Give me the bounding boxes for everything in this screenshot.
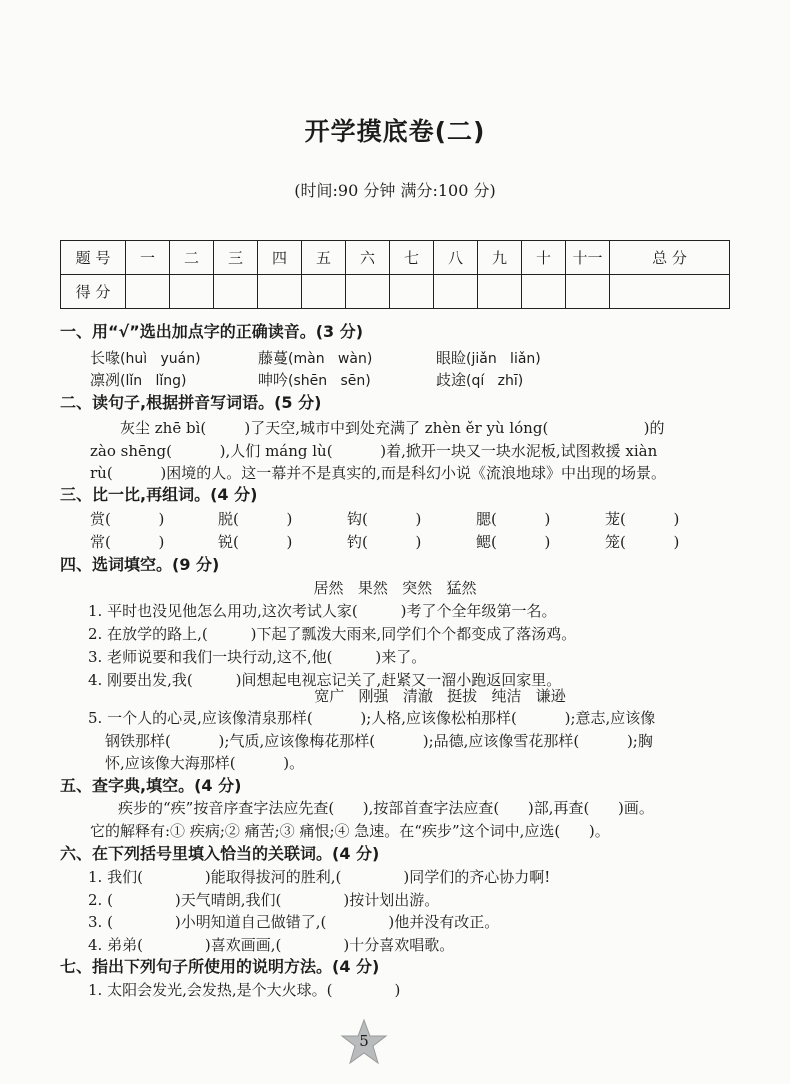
q1-pinyin-options[interactable]: (huì yuán) [120,351,201,367]
q1-word: 呻吟 [258,371,289,389]
score-row-label: 得 分 [61,275,126,309]
q4-item: 5. 一个人的心灵,应该像清泉那样( );人格,应该像松柏那样( );意志,应该像 [88,709,656,727]
q3-item [347,509,421,529]
q3-blank[interactable]: ( ) [105,510,165,528]
q3-blank[interactable]: ( ) [105,533,165,551]
q4-heading: 四、选词填空。(9 分) [60,555,220,574]
score-table [60,240,730,309]
q1-item [436,370,523,391]
q3-item [218,532,292,552]
score-cell[interactable] [170,275,214,309]
table-header-cell: 七 [390,241,434,275]
page-title: 开学摸底卷(二) [304,117,486,146]
q1-pinyin-options[interactable]: (lǐn lǐng) [120,373,187,389]
q1-pinyin-options[interactable]: (jiǎn liǎn) [466,351,541,367]
score-cell[interactable] [126,275,170,309]
q6-item: 1. 我们( )能取得拔河的胜利,( )同学们的齐心协力啊! [88,868,551,886]
q3-item [476,532,550,552]
score-cell[interactable] [302,275,346,309]
q3-item [476,509,550,529]
score-cell[interactable] [346,275,390,309]
table-header-cell: 九 [478,241,522,275]
score-cell[interactable] [610,275,730,309]
q2-line: zào shēng( ),人们 máng lù( )着,掀开一块又一块水泥板,试图救援 xiàn [90,442,658,460]
q1-item [90,370,186,391]
q2-heading: 二、读句子,根据拼音写词语。(5 分) [60,393,322,412]
q6-item: 4. 弟弟( )喜欢画画,( )十分喜欢唱歌。 [88,936,455,954]
q7-item: 1. 太阳会发光,会发热,是个大火球。( ) [88,981,401,999]
q4-item: 怀,应该像大海那样( )。 [105,754,305,772]
q3-char: 锐 [218,533,234,551]
q4-word-bank-2: 宽广 刚强 清澈 挺拔 纯洁 谦逊 [314,687,566,705]
q1-item [258,348,372,369]
q1-pinyin-options[interactable]: (qí zhī) [466,373,524,389]
q3-item [605,509,679,529]
score-cell[interactable] [522,275,566,309]
q1-item [436,348,541,369]
q3-char: 腮 [476,510,492,528]
q2-line: rù( )困境的人。这一幕并不是真实的,而是科幻小说《流浪地球》中出现的场景。 [90,464,666,482]
exam-info: (时间:90 分钟 满分:100 分) [294,181,496,200]
q3-char: 鳃 [476,533,492,551]
score-cell[interactable] [214,275,258,309]
score-cell[interactable] [566,275,610,309]
score-cell[interactable] [478,275,522,309]
table-header-cell: 二 [170,241,214,275]
q3-heading: 三、比一比,再组词。(4 分) [60,485,258,504]
q3-item [605,532,679,552]
q5-line: 它的解释有:① 疾病;② 痛苦;③ 痛恨;④ 急速。在“疾步”这个词中,应选( )。 [90,822,610,840]
q3-char: 钩 [347,510,363,528]
table-header-cell: 六 [346,241,390,275]
q3-blank[interactable]: ( ) [620,510,680,528]
q1-pinyin-options[interactable]: (màn wàn) [288,351,373,367]
table-header-row [61,241,730,275]
q3-blank[interactable]: ( ) [620,533,680,551]
q4-item: 3. 老师说要和我们一块行动,这不,他( )来了。 [88,648,427,666]
q1-heading: 一、用“√”选出加点字的正确读音。(3 分) [60,322,364,341]
q3-char: 常 [90,533,106,551]
table-header-cell: 三 [214,241,258,275]
q3-blank[interactable]: ( ) [233,510,293,528]
q3-item [90,532,164,552]
q3-blank[interactable]: ( ) [491,533,551,551]
q3-char: 笼 [605,533,621,551]
q5-line: 疾步的“疾”按音序查字法应先查( ),按部首查字法应查( )部,再查( )画。 [118,799,654,817]
q1-item [258,370,371,391]
q4-item: 钢铁那样( );气质,应该像梅花那样( );品德,应该像雪花那样( );胸 [105,732,653,750]
table-header-cell: 总 分 [610,241,730,275]
q4-word-bank-1: 居然 果然 突然 猛然 [313,579,477,597]
q1-word: 眼睑 [436,349,467,367]
table-header-cell: 一 [126,241,170,275]
page-number-star [340,1018,388,1066]
q2-line: 灰尘 zhē bì( )了天空,城市中到处充满了 zhèn ěr yù lóng( )的 [120,419,665,437]
table-header-cell: 八 [434,241,478,275]
q1-item [90,348,201,369]
table-header-cell: 四 [258,241,302,275]
q3-blank[interactable]: ( ) [233,533,293,551]
q4-item: 4. 刚要出发,我( )间想起电视忘记关了,赶紧又一溜小跑返回家里。 [88,671,562,689]
table-header-cell: 题 号 [61,241,126,275]
q3-char: 钓 [347,533,363,551]
score-cell[interactable] [258,275,302,309]
q6-item: 2. ( )天气晴朗,我们( )按计划出游。 [88,891,440,909]
q3-blank[interactable]: ( ) [362,510,422,528]
score-cell[interactable] [434,275,478,309]
q1-word: 藤蔓 [258,349,289,367]
q5-heading: 五、查字典,填空。(4 分) [60,776,242,795]
q6-item: 3. ( )小明知道自己做错了,( )他并没有改正。 [88,913,500,931]
table-score-row [61,275,730,309]
q4-item: 1. 平时也没见他怎么用功,这次考试人家( )考了个全年级第一名。 [88,602,557,620]
q3-char: 脱 [218,510,234,528]
q3-blank[interactable]: ( ) [491,510,551,528]
q1-pinyin-options[interactable]: (shēn sēn) [288,373,371,389]
q1-word: 凛冽 [90,371,121,389]
q3-blank[interactable]: ( ) [362,533,422,551]
q1-word: 歧途 [436,371,467,389]
q3-item [90,509,164,529]
q7-heading: 七、指出下列句子所使用的说明方法。(4 分) [60,957,380,976]
page-number: 5 [359,1032,369,1050]
table-header-cell: 五 [302,241,346,275]
q3-item [218,509,292,529]
q4-item: 2. 在放学的路上,( )下起了瓢泼大雨来,同学们个个都变成了落汤鸡。 [88,625,577,643]
q6-heading: 六、在下列括号里填入恰当的关联词。(4 分) [60,844,380,863]
table-header-cell: 十 [522,241,566,275]
table-header-cell: 十一 [566,241,610,275]
score-cell[interactable] [390,275,434,309]
q3-item [347,532,421,552]
q3-char: 赏 [90,510,106,528]
q1-word: 长喙 [90,349,121,367]
q3-char: 茏 [605,510,621,528]
